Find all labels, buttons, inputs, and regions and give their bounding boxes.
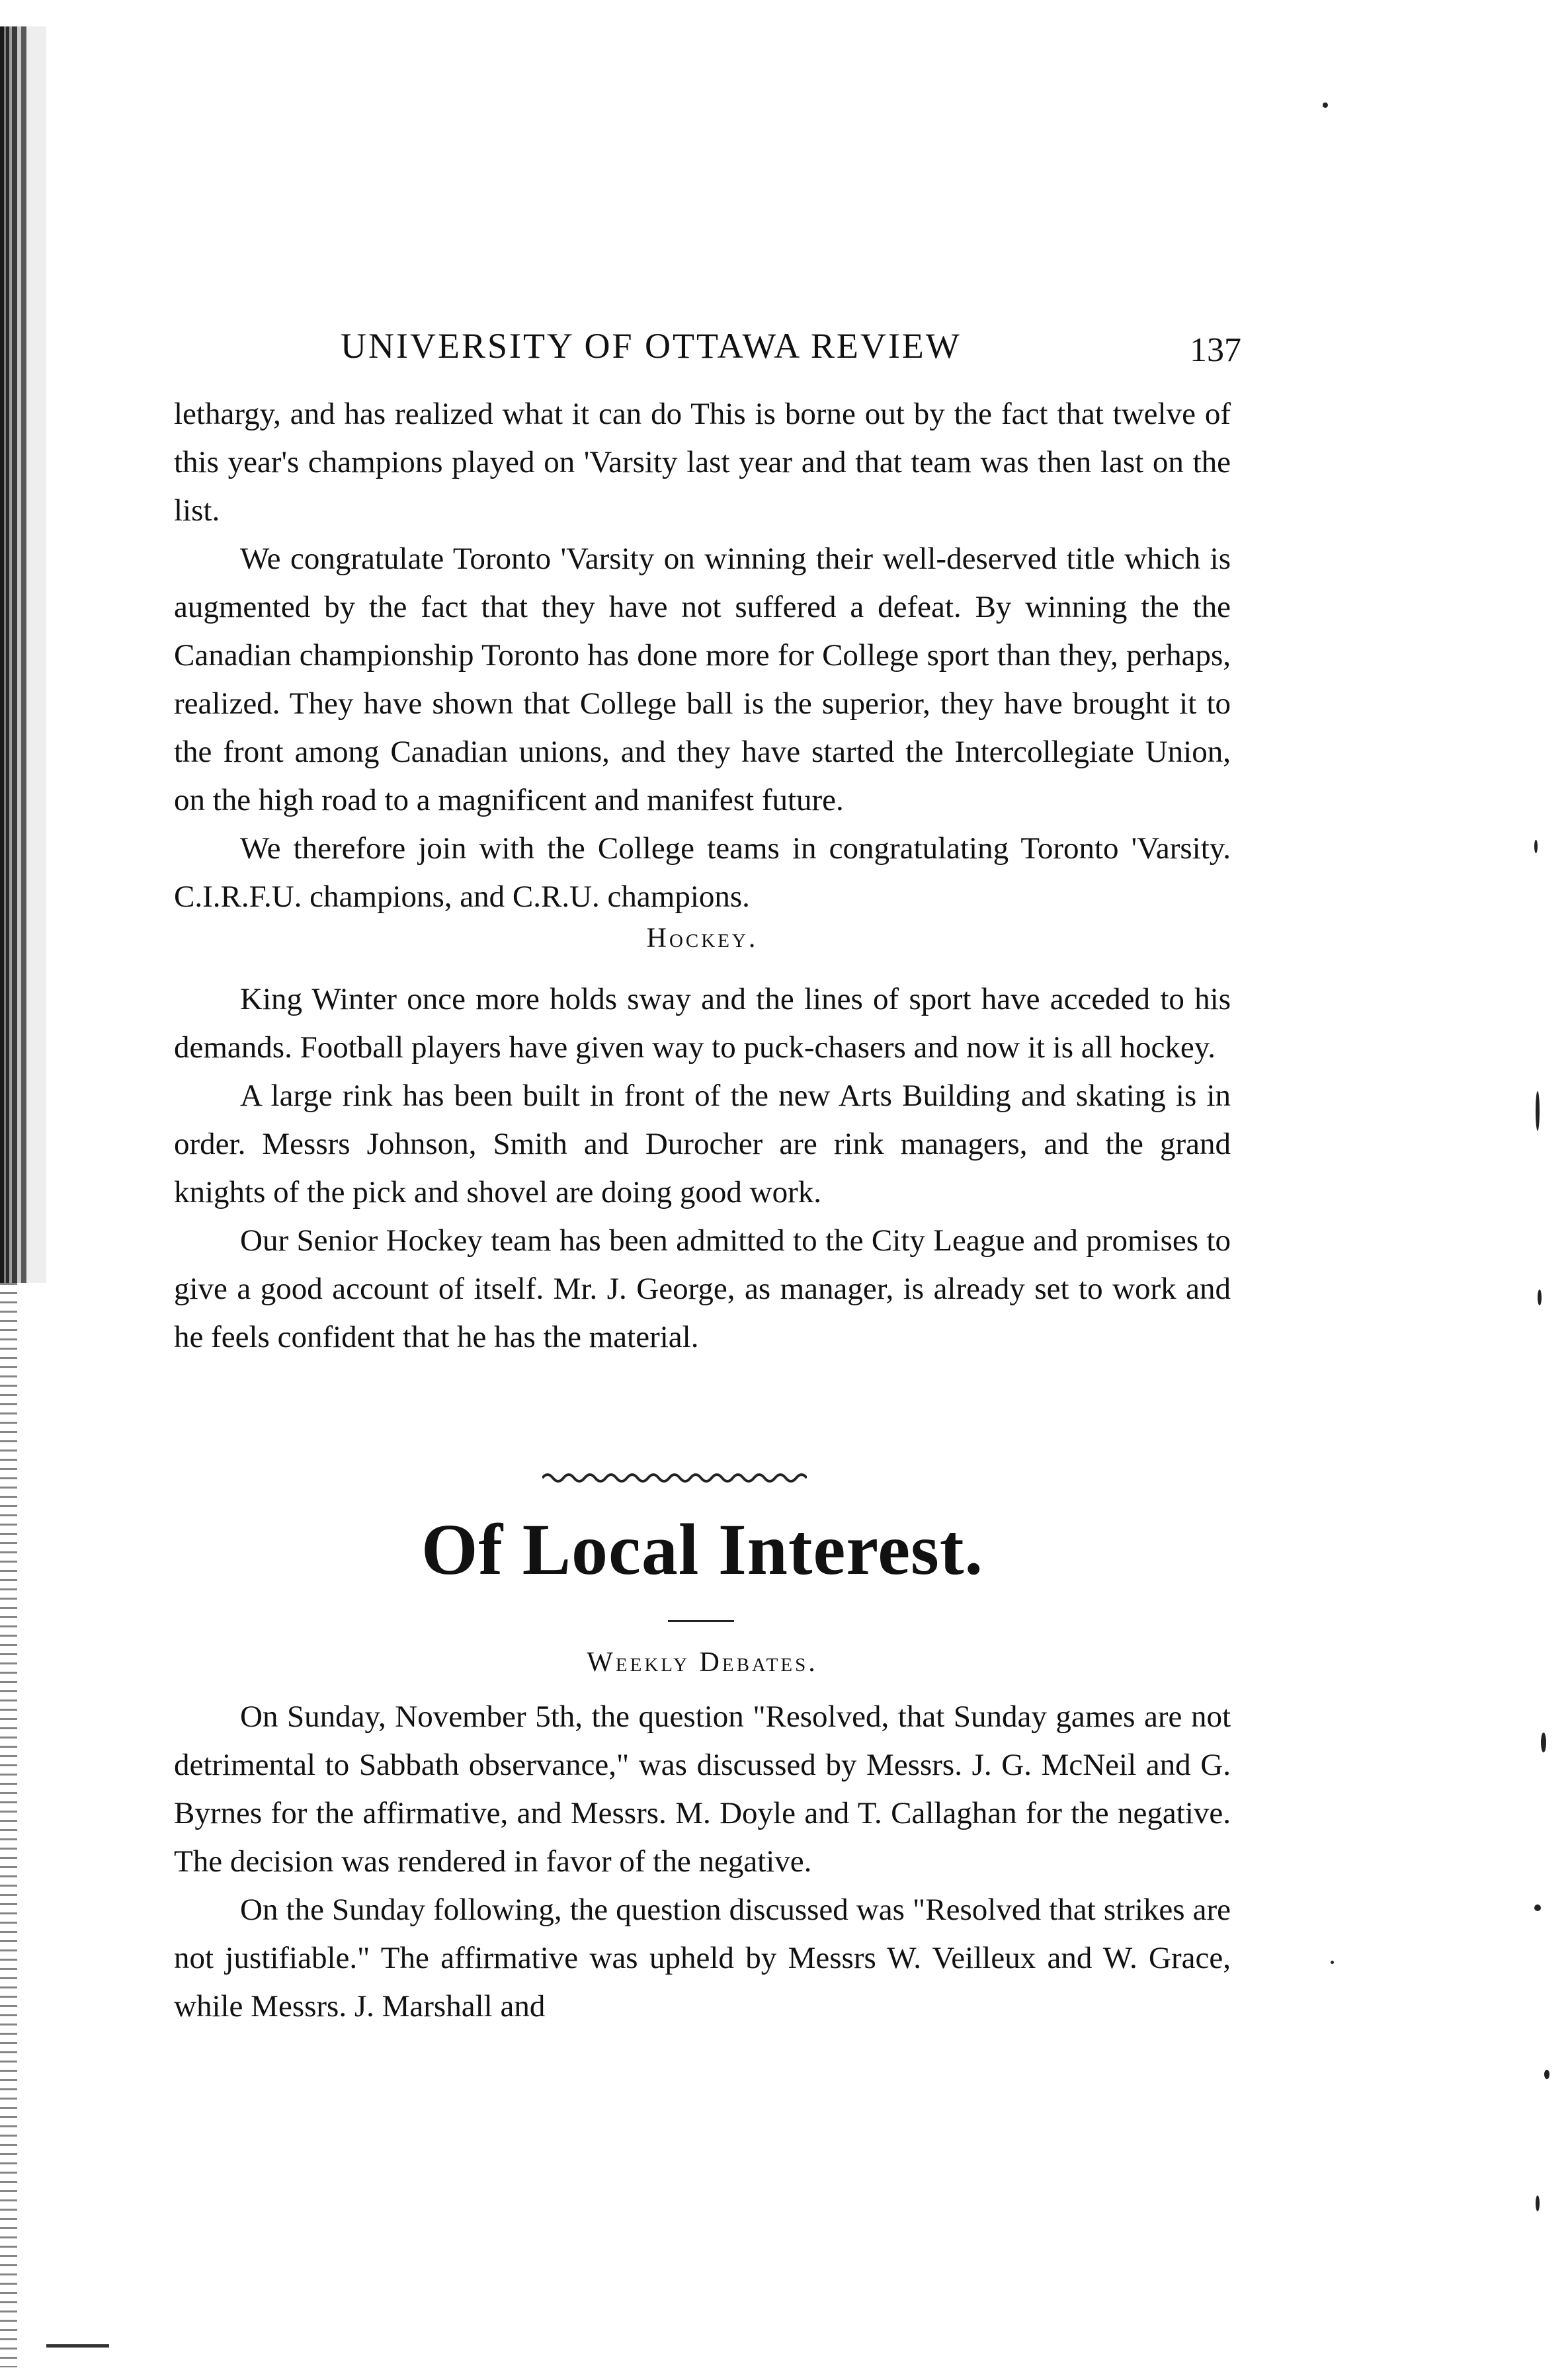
paragraph: We congratulate Toronto 'Varsity on winning their well-deserved title which is augmented by the fact that they have not suffered a defeat. By winning the the Canadian championship Toronto has done more for College sport than they, perhaps, realized. They have shown that College ball is the superior, they have brought it to the front among Canadian unions, and they have started the Intercollegiate Union, on the high road to a magnificent and manifest future. [174, 542, 1231, 817]
scan-speck [1323, 102, 1328, 108]
paragraph: King Winter once more holds sway and the lines of sport have acceded to his demands. Football players have given way to puck-chasers and now it is all hockey. [174, 982, 1231, 1065]
paragraph: On the Sunday following, the question discussed was "Resolved that strikes are not justifiable." The affirmative was upheld by Messrs W. Veilleux and W. Grace, while Messrs. J. Marshall and [174, 1893, 1231, 2024]
scan-speck [1534, 1904, 1541, 1911]
running-title: UNIVERSITY OF OTTAWA REVIEW [341, 326, 962, 366]
weekly-debates-heading: Weekly Debates. [587, 1647, 818, 1678]
paragraph: We therefore join with the College teams in congratulating Toronto 'Varsity. C.I.R.F.U. champions, and C.R.U. champions. [174, 831, 1231, 914]
binding-foot-mark [46, 2344, 109, 2348]
scan-speck [1331, 1961, 1334, 1964]
paragraph: A large rink has been built in front of the new Arts Building and skating is in order. Messrs Johnson, Smith and Durocher are rink managers, and the grand knights of the pick and shovel are doing good work. [174, 1079, 1231, 1209]
scan-speck [1541, 1733, 1546, 1752]
paragraph: lethargy, and has realized what it can do This is borne out by the fact that twelve of this year's champions played on 'Varsity last year and that team was then last on the list. [174, 397, 1231, 528]
page-header [169, 325, 1241, 378]
hockey-section [174, 975, 1231, 1362]
local-interest-title: Of Local Interest. [421, 1509, 983, 1590]
paragraph: On Sunday, November 5th, the question "Resolved, that Sunday games are not detrimental to Sabbath observance," was discussed by Messrs. J. G. McNeil and G. Byrnes for the affirmative, and Messrs. M. Doyle and T. Callaghan for the negative. The decision was rendered in favor of the negative. [174, 1699, 1231, 1879]
weekly-debates-section [174, 1693, 1231, 2031]
heading-rule [668, 1620, 734, 1622]
hockey-heading: Hockey. [646, 923, 759, 954]
scan-speck [1534, 840, 1538, 853]
page-number: 137 [1190, 331, 1241, 369]
scan-speck [1536, 2195, 1540, 2211]
scan-speck [1538, 1289, 1542, 1305]
paragraph: Our Senior Hockey team has been admitted to the City League and promises to give a good account of itself. Mr. J. George, as manager, is already set to work and he feels confident that he has the material. [174, 1223, 1231, 1354]
article-continuation [174, 390, 1231, 921]
scan-speck [1536, 1091, 1540, 1131]
wavy-ornament [542, 1468, 807, 1488]
binding-edge [0, 0, 46, 2372]
scan-speck [1544, 2070, 1549, 2079]
